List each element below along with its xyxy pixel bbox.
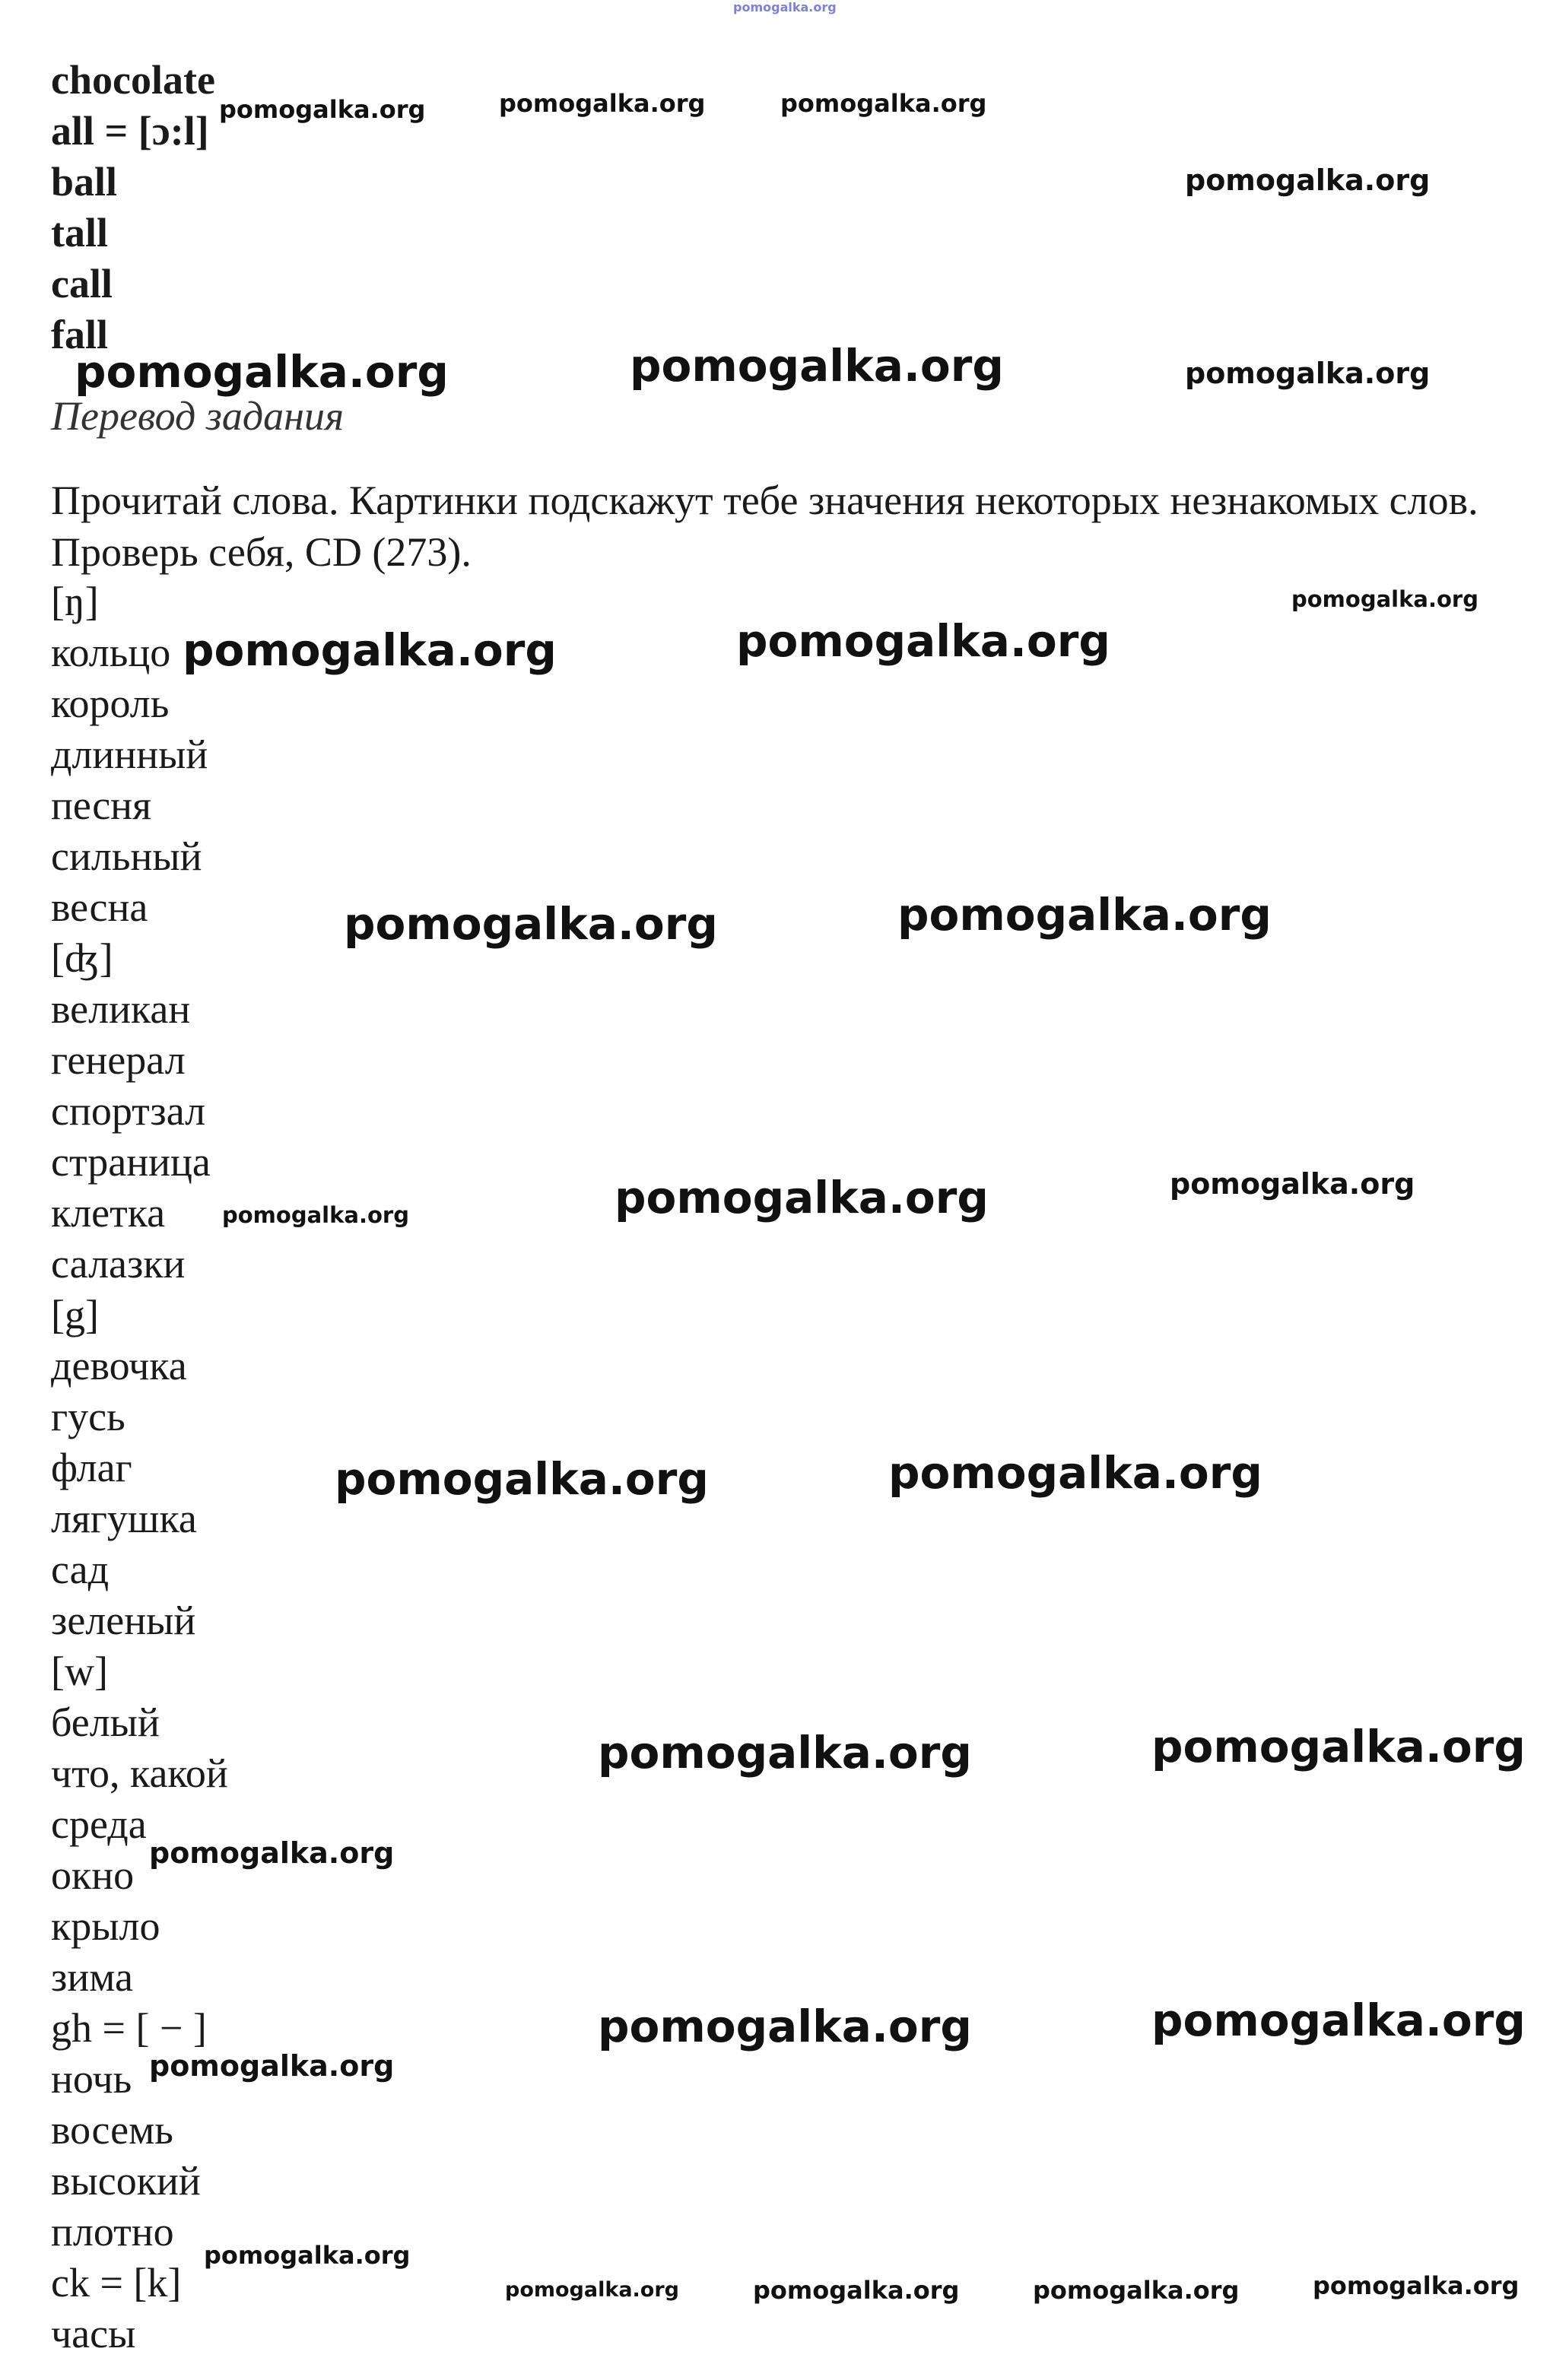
watermark-text: pomogalka.org <box>1151 1721 1526 1772</box>
word-chocolate: chocolate <box>51 57 215 103</box>
watermark-text: pomogalka.org <box>499 89 706 118</box>
watermark-text: pomogalka.org <box>888 1447 1262 1499</box>
watermark-text: pomogalka.org <box>1170 1167 1415 1201</box>
list-item: ночь <box>51 2056 132 2102</box>
instruction-paragraph: Прочитай слова. Картинки подскажут тебе значения некоторых незнакомых слов. Проверь себя, CD (273). <box>51 478 1478 575</box>
list-item: зеленый <box>51 1598 196 1643</box>
list-item: король <box>51 681 170 726</box>
list-item: песня <box>51 782 151 828</box>
watermark-text: pomogalka.org <box>1291 586 1478 612</box>
watermark-text: pomogalka.org <box>1151 1994 1526 2046</box>
list-item: девочка <box>51 1343 187 1388</box>
watermark-text: pomogalka.org <box>780 89 987 118</box>
watermark-text: pomogalka.org <box>1313 2271 1520 2300</box>
watermark-text: pomogalka.org <box>222 1202 409 1228</box>
list-item: часы <box>51 2311 136 2356</box>
watermark-text: pomogalka.org <box>1033 2276 1240 2305</box>
word-ball: ball <box>51 159 118 205</box>
word-tall: tall <box>51 210 108 255</box>
list-item: плотно <box>51 2209 174 2255</box>
watermark-text: pomogalka.org <box>219 95 426 124</box>
list-item: зима <box>51 1954 133 2000</box>
sound-header-ng: [ŋ] <box>51 579 99 624</box>
watermark-text: pomogalka.org <box>736 615 1110 667</box>
watermark-text: pomogalka.org <box>615 1172 989 1223</box>
watermark-text: pomogalka.org <box>1185 163 1431 197</box>
watermark-text: pomogalka.org <box>630 340 1004 392</box>
word-all-transcription: all = [ɔ:l] <box>51 108 209 154</box>
watermark-text: pomogalka.org <box>204 2241 411 2270</box>
list-item: спортзал <box>51 1088 206 1134</box>
list-item: флаг <box>51 1445 132 1490</box>
watermark-text: pomogalka.org <box>505 2278 679 2302</box>
watermark-text: pomogalka.org <box>733 0 837 14</box>
sound-header-gh: gh = [ − ] <box>51 2005 207 2051</box>
sound-header-ck: ck = [k] <box>51 2260 182 2305</box>
list-item: что, какой <box>51 1750 228 1796</box>
list-item: кольцо <box>51 630 171 675</box>
list-item: окно <box>51 1852 135 1898</box>
list-item: салазки <box>51 1241 186 1287</box>
watermark-text: pomogalka.org <box>344 898 718 950</box>
list-item: генерал <box>51 1037 186 1083</box>
watermark-text: pomogalka.org <box>598 2001 972 2052</box>
list-item: весна <box>51 884 148 930</box>
list-item: лягушка <box>51 1496 197 1541</box>
list-item: страница <box>51 1139 211 1185</box>
word-fall: fall <box>51 312 108 357</box>
list-item: белый <box>51 1699 160 1745</box>
watermark-text: pomogalka.org <box>753 2276 960 2305</box>
watermark-text: pomogalka.org <box>183 624 557 676</box>
list-item: восемь <box>51 2107 173 2153</box>
watermark-text: pomogalka.org <box>75 346 449 398</box>
list-item: высокий <box>51 2158 201 2204</box>
list-item: среда <box>51 1801 147 1847</box>
watermark-text: pomogalka.org <box>335 1453 709 1505</box>
list-item: сильный <box>51 833 202 879</box>
list-item: великан <box>51 986 191 1032</box>
sound-header-w: [w] <box>51 1649 108 1694</box>
list-item: клетка <box>51 1190 166 1236</box>
sound-header-dzh: [ʤ] <box>51 935 113 981</box>
watermark-text: pomogalka.org <box>598 1727 972 1779</box>
watermark-text: pomogalka.org <box>149 1836 395 1870</box>
sound-header-g: [g] <box>51 1292 99 1338</box>
list-item: сад <box>51 1547 110 1592</box>
translation-heading: Перевод задания <box>51 393 345 439</box>
word-call: call <box>51 261 113 306</box>
watermark-text: pomogalka.org <box>149 2049 395 2083</box>
list-item: крыло <box>51 1903 160 1949</box>
watermark-text: pomogalka.org <box>1185 357 1431 390</box>
list-item: длинный <box>51 731 208 777</box>
list-item: гусь <box>51 1394 125 1439</box>
watermark-text: pomogalka.org <box>897 889 1272 941</box>
